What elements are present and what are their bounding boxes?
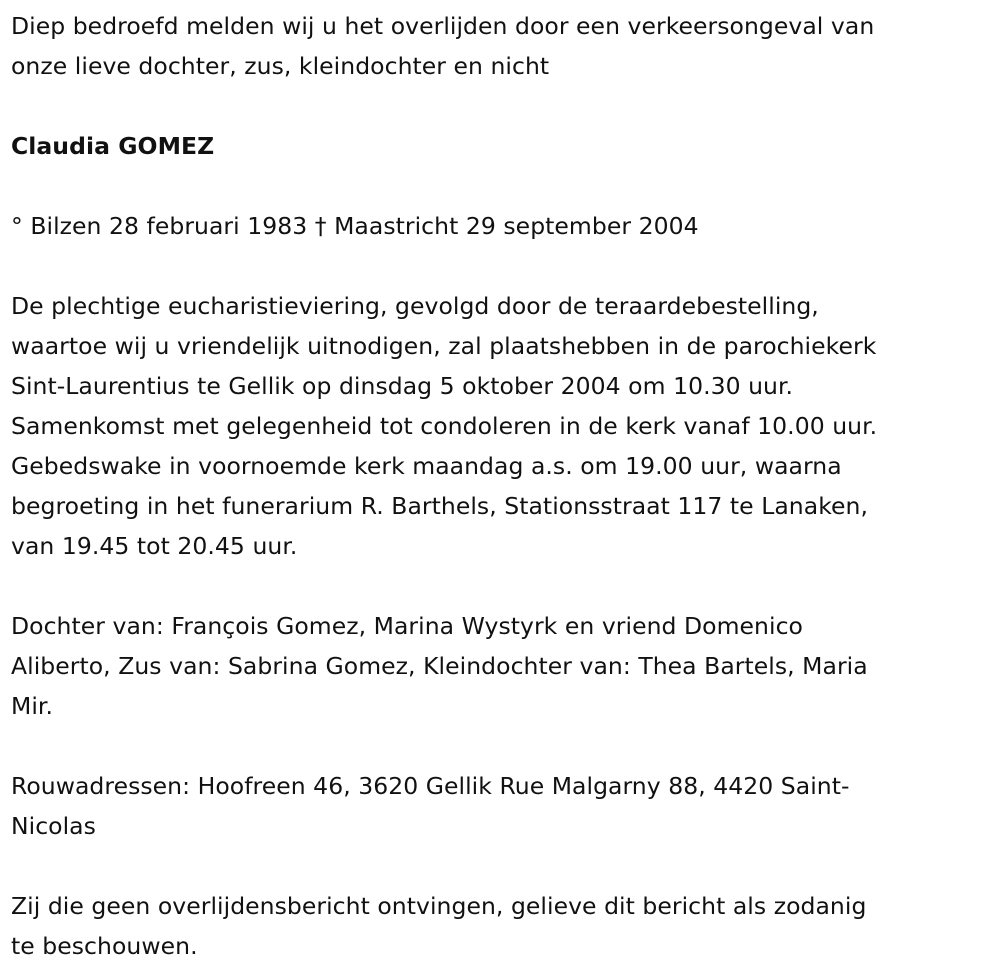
spacer [11, 566, 996, 606]
family-line: Mir. [11, 692, 53, 720]
ceremony-line: Sint-Laurentius te Gellik op dinsdag 5 oktober 2004 om 10.30 uur. [11, 372, 794, 400]
ceremony-line: waartoe wij u vriendelijk uitnodigen, zal plaatshebben in de parochiekerk [11, 332, 877, 360]
ceremony-line: Samenkomst met gelegenheid tot condoleren in de kerk vanaf 10.00 uur. [11, 412, 878, 440]
address-line: Nicolas [11, 812, 96, 840]
spacer [11, 166, 996, 206]
obituary-document [11, 6, 996, 966]
spacer [11, 726, 996, 766]
ceremony-line: begroeting in het funerarium R. Barthels, Stationsstraat 117 te Lanaken, [11, 492, 868, 520]
family-line: Dochter van: François Gomez, Marina Wystyrk en vriend Domenico [11, 612, 803, 640]
family-line: Aliberto, Zus van: Sabrina Gomez, Kleindochter van: Thea Bartels, Maria [11, 652, 868, 680]
ceremony-line: Gebedswake in voornoemde kerk maandag a.s. om 19.00 uur, waarna [11, 452, 842, 480]
ceremony-line: De plechtige eucharistieviering, gevolgd door de teraardebestelling, [11, 292, 819, 320]
family-paragraph [11, 606, 996, 726]
closing-line: te beschouwen. [11, 932, 198, 960]
ceremony-line: van 19.45 tot 20.45 uur. [11, 532, 298, 560]
address-line: Rouwadressen: Hoofreen 46, 3620 Gellik Rue Malgarny 88, 4420 Saint- [11, 772, 850, 800]
spacer [11, 86, 996, 126]
intro-paragraph [11, 6, 996, 86]
closing-paragraph [11, 886, 996, 966]
birth-death-dates: ° Bilzen 28 februari 1983 † Maastricht 29 september 2004 [11, 212, 699, 240]
intro-line: onze lieve dochter, zus, kleindochter en nicht [11, 52, 550, 80]
deceased-name: Claudia GOMEZ [11, 132, 215, 160]
spacer [11, 246, 996, 286]
closing-line: Zij die geen overlijdensbericht ontvingen, gelieve dit bericht als zodanig [11, 892, 867, 920]
spacer [11, 846, 996, 886]
ceremony-paragraph [11, 286, 996, 566]
intro-line: Diep bedroefd melden wij u het overlijden door een verkeersongeval van [11, 12, 875, 40]
addresses-paragraph [11, 766, 996, 846]
